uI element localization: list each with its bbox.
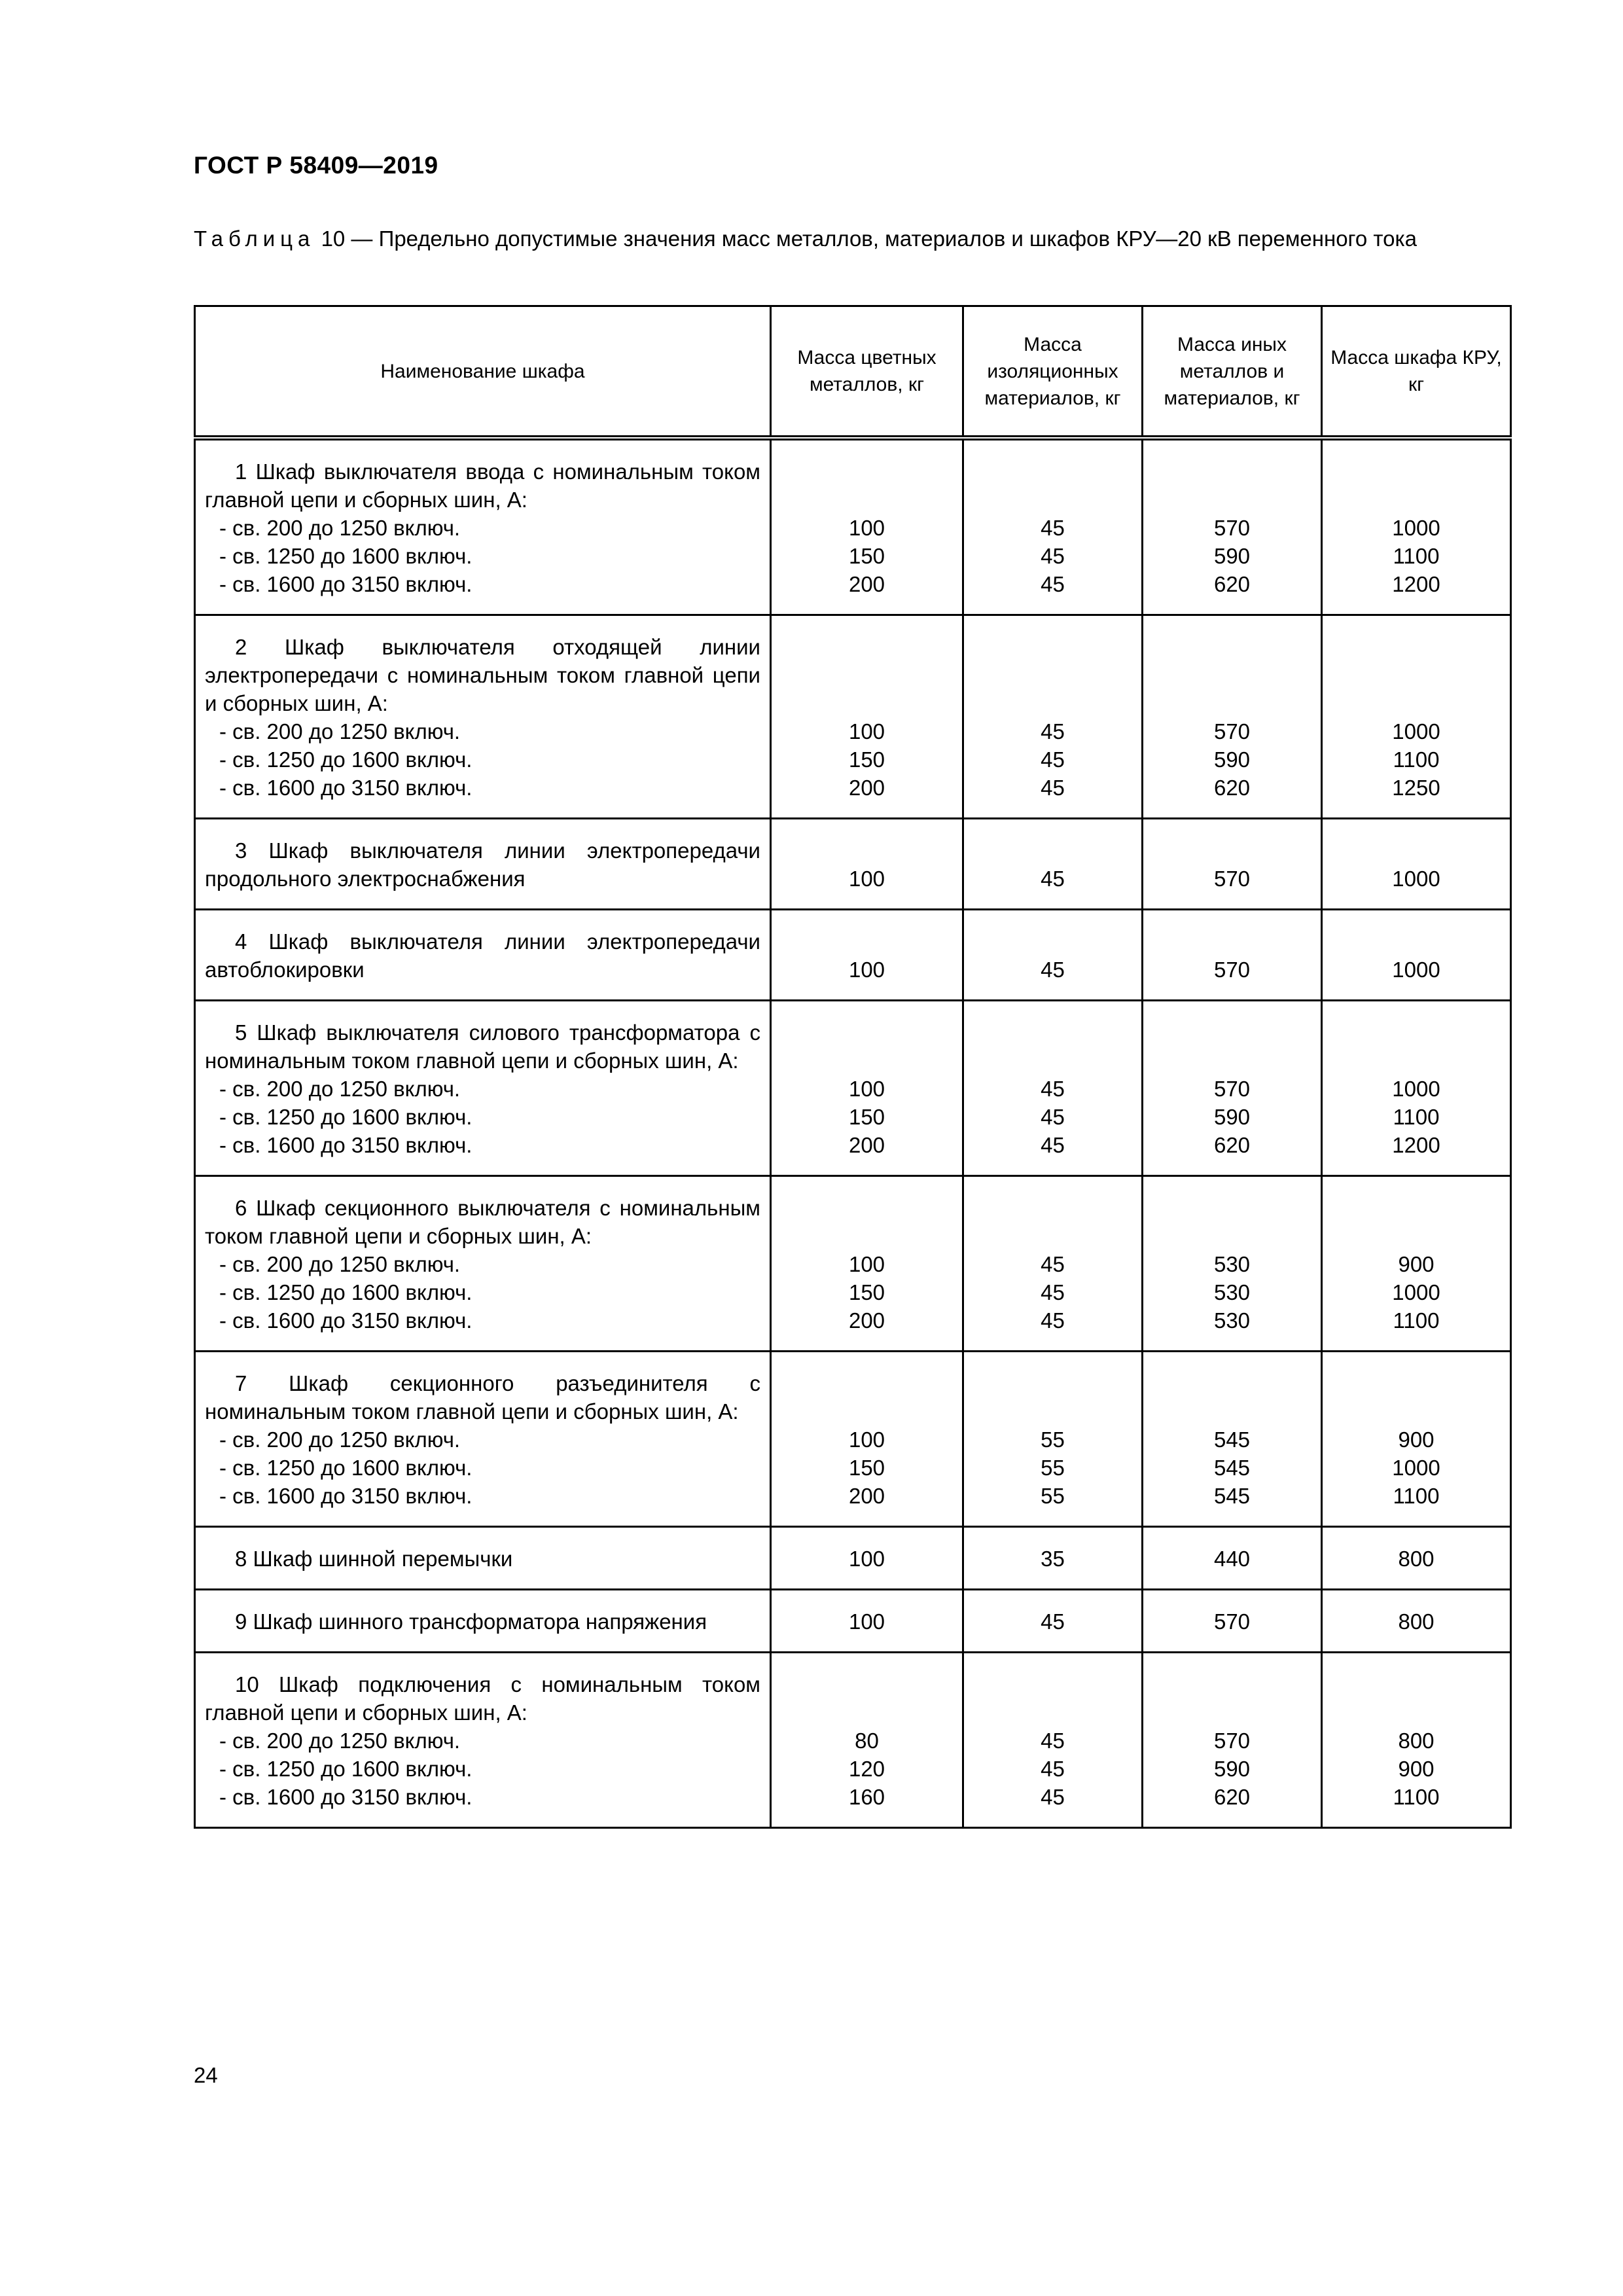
cabinet-title: 1 Шкаф выключателя ввода с номинальным током главной цепи и сборных шин, А:	[205, 459, 760, 512]
mass-value: 570	[1213, 958, 1251, 982]
mass-value: 570	[1213, 516, 1251, 540]
mass-value: 45	[1041, 958, 1065, 982]
cell-spacer	[967, 1369, 1139, 1426]
mass-value: 45	[1041, 1077, 1065, 1101]
nonferrous-cell	[771, 615, 963, 819]
mass-value: 45	[1041, 1105, 1065, 1129]
mass-value: 530	[1213, 1280, 1251, 1304]
mass-value: 1000	[1392, 719, 1440, 744]
mass-value: 570	[1213, 1729, 1251, 1753]
other-cell	[1143, 910, 1322, 1001]
cell-spacer	[1146, 633, 1318, 717]
mass-value: 45	[1041, 747, 1065, 772]
current-range: - св. 200 до 1250 включ.	[219, 516, 461, 540]
mass-value: 100	[848, 867, 885, 891]
mass-value: 620	[1213, 776, 1251, 800]
mass-value: 200	[848, 776, 885, 800]
mass-value: 100	[848, 1427, 885, 1452]
nonferrous-cell	[771, 1176, 963, 1352]
cell-spacer	[1325, 927, 1507, 956]
mass-limits-table	[194, 305, 1512, 1829]
table-row	[195, 1001, 1511, 1176]
mass-value: 45	[1041, 1308, 1065, 1333]
current-range: - св. 1250 до 1600 включ.	[219, 1757, 473, 1781]
table-caption-text: 10 — Предельно допустимые значения масс металлов, материалов и шкафов КРУ—20 кВ переменного тока	[321, 226, 1418, 251]
other-cell	[1143, 1176, 1322, 1352]
table-row	[195, 819, 1511, 910]
cabinet-cell	[1322, 615, 1511, 819]
mass-value: 620	[1213, 1785, 1251, 1809]
insulation-cell	[963, 819, 1143, 910]
cabinet-name-cell	[195, 819, 771, 910]
mass-value: 1100	[1393, 1105, 1440, 1129]
page-number: 24	[194, 2063, 218, 2087]
mass-value: 1250	[1392, 776, 1440, 800]
mass-value: 1000	[1392, 516, 1440, 540]
mass-value: 100	[848, 1077, 885, 1101]
mass-value: 620	[1213, 1133, 1251, 1157]
current-range: - св. 1600 до 3150 включ.	[219, 776, 473, 800]
cabinet-name-cell	[195, 910, 771, 1001]
cell-spacer	[774, 836, 959, 865]
insulation-cell	[963, 910, 1143, 1001]
table-header-row	[195, 306, 1511, 439]
insulation-cell	[963, 1527, 1143, 1590]
table-row	[195, 438, 1511, 615]
nonferrous-cell	[771, 1590, 963, 1653]
mass-value: 1100	[1393, 1785, 1440, 1809]
mass-value: 45	[1041, 516, 1065, 540]
cabinet-name-cell	[195, 1176, 771, 1352]
mass-value: 35	[1041, 1547, 1065, 1571]
mass-value: 620	[1213, 572, 1251, 596]
cell-spacer	[967, 457, 1139, 514]
cabinet-title: 10 Шкаф подключения с номинальным током главной цепи и сборных шин, А:	[205, 1672, 760, 1725]
mass-value: 590	[1213, 1757, 1251, 1781]
current-range: - св. 1600 до 3150 включ.	[219, 1133, 473, 1157]
current-range: - св. 1250 до 1600 включ.	[219, 1280, 473, 1304]
mass-value: 440	[1213, 1547, 1251, 1571]
mass-value: 100	[848, 1252, 885, 1276]
insulation-cell	[963, 438, 1143, 615]
other-cell	[1143, 615, 1322, 819]
cell-spacer	[1325, 457, 1507, 514]
nonferrous-cell	[771, 819, 963, 910]
mass-value: 55	[1041, 1484, 1065, 1508]
mass-value: 45	[1041, 776, 1065, 800]
current-range: - св. 1250 до 1600 включ.	[219, 747, 473, 772]
mass-value: 150	[848, 544, 885, 568]
mass-value: 545	[1213, 1456, 1251, 1480]
cell-spacer	[1325, 1194, 1507, 1250]
mass-value: 45	[1041, 1252, 1065, 1276]
nonferrous-cell	[771, 910, 963, 1001]
mass-value: 1000	[1392, 1456, 1440, 1480]
mass-value: 1100	[1393, 1484, 1440, 1508]
mass-value: 1200	[1392, 572, 1440, 596]
column-header-cabinet: Масса шкафа КРУ, кг	[1322, 306, 1511, 439]
other-cell	[1143, 819, 1322, 910]
current-range: - св. 200 до 1250 включ.	[219, 1077, 461, 1101]
current-range: - св. 1250 до 1600 включ.	[219, 544, 473, 568]
nonferrous-cell	[771, 1653, 963, 1828]
mass-value: 45	[1041, 1133, 1065, 1157]
mass-value: 590	[1213, 747, 1251, 772]
cell-spacer	[967, 927, 1139, 956]
current-range: - св. 1600 до 3150 включ.	[219, 572, 473, 596]
mass-value: 45	[1041, 1757, 1065, 1781]
cell-spacer	[967, 836, 1139, 865]
table-caption	[194, 224, 1516, 253]
mass-value: 45	[1041, 1729, 1065, 1753]
table-row	[195, 1352, 1511, 1527]
mass-value: 200	[848, 1308, 885, 1333]
mass-value: 545	[1213, 1484, 1251, 1508]
other-cell	[1143, 1653, 1322, 1828]
mass-value: 150	[848, 1105, 885, 1129]
nonferrous-cell	[771, 1352, 963, 1527]
cabinet-name-cell	[195, 1653, 771, 1828]
mass-value: 55	[1041, 1427, 1065, 1452]
mass-value: 45	[1041, 867, 1065, 891]
insulation-cell	[963, 1352, 1143, 1527]
current-range: - св. 1600 до 3150 включ.	[219, 1484, 473, 1508]
cell-spacer	[1146, 1670, 1318, 1727]
mass-value: 160	[848, 1785, 885, 1809]
current-range: - св. 1600 до 3150 включ.	[219, 1308, 473, 1333]
current-range: - св. 1250 до 1600 включ.	[219, 1105, 473, 1129]
mass-value: 800	[1398, 1609, 1435, 1634]
cell-spacer	[774, 927, 959, 956]
mass-value: 800	[1398, 1547, 1435, 1571]
cabinet-name-cell	[195, 1001, 771, 1176]
cabinet-cell	[1322, 1653, 1511, 1828]
mass-value: 570	[1213, 867, 1251, 891]
table-row	[195, 1590, 1511, 1653]
cabinet-cell	[1322, 1352, 1511, 1527]
cell-spacer	[967, 1018, 1139, 1075]
cell-spacer	[774, 1369, 959, 1426]
mass-value: 800	[1398, 1729, 1435, 1753]
other-cell	[1143, 1527, 1322, 1590]
cell-spacer	[967, 1670, 1139, 1727]
cell-spacer	[1146, 836, 1318, 865]
mass-value: 1200	[1392, 1133, 1440, 1157]
column-header-name: Наименование шкафа	[195, 306, 771, 439]
cabinet-cell	[1322, 1176, 1511, 1352]
mass-value: 570	[1213, 1609, 1251, 1634]
cabinet-cell	[1322, 1527, 1511, 1590]
cell-spacer	[1146, 1369, 1318, 1426]
other-cell	[1143, 1001, 1322, 1176]
cell-spacer	[774, 633, 959, 717]
mass-value: 100	[848, 516, 885, 540]
insulation-cell	[963, 1653, 1143, 1828]
current-range: - св. 200 до 1250 включ.	[219, 1729, 461, 1753]
mass-value: 100	[848, 1547, 885, 1571]
mass-value: 45	[1041, 1280, 1065, 1304]
cabinet-name-cell	[195, 1352, 771, 1527]
mass-value: 1000	[1392, 867, 1440, 891]
table-row	[195, 615, 1511, 819]
column-header-nonferrous: Масса цветных металлов, кг	[771, 306, 963, 439]
mass-value: 45	[1041, 719, 1065, 744]
insulation-cell	[963, 1590, 1143, 1653]
cell-spacer	[1146, 1194, 1318, 1250]
cabinet-title: 9 Шкаф шинного трансформатора напряжения	[235, 1609, 707, 1634]
mass-value: 570	[1213, 719, 1251, 744]
cabinet-cell	[1322, 438, 1511, 615]
nonferrous-cell	[771, 1527, 963, 1590]
other-cell	[1143, 1352, 1322, 1527]
cabinet-title: 2 Шкаф выключателя отходящей линии электропередачи с номинальным током главной цепи и сборных шин, А:	[205, 635, 760, 715]
cell-spacer	[1146, 927, 1318, 956]
current-range: - св. 1250 до 1600 включ.	[219, 1456, 473, 1480]
mass-value: 570	[1213, 1077, 1251, 1101]
mass-value: 120	[848, 1757, 885, 1781]
current-range: - св. 200 до 1250 включ.	[219, 719, 461, 744]
cell-spacer	[774, 1018, 959, 1075]
cabinet-title: 6 Шкаф секционного выключателя с номинальным током главной цепи и сборных шин, А:	[205, 1196, 760, 1248]
cell-spacer	[967, 1194, 1139, 1250]
cabinet-title: 4 Шкаф выключателя линии электропередачи автоблокировки	[205, 929, 760, 982]
mass-value: 200	[848, 1484, 885, 1508]
cabinet-name-cell	[195, 615, 771, 819]
mass-value: 1100	[1393, 544, 1440, 568]
other-cell	[1143, 438, 1322, 615]
cell-spacer	[1146, 457, 1318, 514]
table-row	[195, 1176, 1511, 1352]
mass-value: 45	[1041, 572, 1065, 596]
current-range: - св. 1600 до 3150 включ.	[219, 1785, 473, 1809]
mass-value: 80	[855, 1729, 879, 1753]
mass-value: 150	[848, 1280, 885, 1304]
mass-value: 100	[848, 1609, 885, 1634]
mass-value: 590	[1213, 1105, 1251, 1129]
column-header-other: Масса иных металлов и материалов, кг	[1143, 306, 1322, 439]
nonferrous-cell	[771, 1001, 963, 1176]
document-header: ГОСТ Р 58409—2019	[194, 152, 438, 179]
cell-spacer	[1325, 1369, 1507, 1426]
table-row	[195, 1653, 1511, 1828]
cell-spacer	[774, 1670, 959, 1727]
cell-spacer	[1325, 633, 1507, 717]
current-range: - св. 200 до 1250 включ.	[219, 1427, 461, 1452]
cell-spacer	[967, 633, 1139, 717]
cabinet-name-cell	[195, 438, 771, 615]
cell-spacer	[1325, 1670, 1507, 1727]
current-range: - св. 200 до 1250 включ.	[219, 1252, 461, 1276]
mass-value: 150	[848, 747, 885, 772]
mass-value: 900	[1398, 1252, 1435, 1276]
cabinet-title: 5 Шкаф выключателя силового трансформатора с номинальным током главной цепи и сборных шин, А:	[205, 1020, 760, 1073]
nonferrous-cell	[771, 438, 963, 615]
cell-spacer	[774, 457, 959, 514]
cell-spacer	[1146, 1018, 1318, 1075]
cell-spacer	[774, 1194, 959, 1250]
insulation-cell	[963, 1001, 1143, 1176]
cabinet-title: 3 Шкаф выключателя линии электропередачи продольного электроснабжения	[205, 838, 760, 891]
mass-value: 900	[1398, 1757, 1435, 1781]
cabinet-cell	[1322, 819, 1511, 910]
cabinet-cell	[1322, 910, 1511, 1001]
mass-value: 200	[848, 572, 885, 596]
mass-value: 45	[1041, 1609, 1065, 1634]
mass-value: 530	[1213, 1308, 1251, 1333]
mass-value: 1100	[1393, 1308, 1440, 1333]
mass-value: 1000	[1392, 1280, 1440, 1304]
mass-value: 545	[1213, 1427, 1251, 1452]
cabinet-name-cell	[195, 1590, 771, 1653]
mass-value: 1000	[1392, 958, 1440, 982]
mass-value: 150	[848, 1456, 885, 1480]
table-caption-label: Таблица	[194, 226, 315, 251]
mass-value: 45	[1041, 1785, 1065, 1809]
table-row	[195, 910, 1511, 1001]
cabinet-title: 8 Шкаф шинной перемычки	[235, 1547, 513, 1571]
mass-value: 900	[1398, 1427, 1435, 1452]
mass-value: 100	[848, 958, 885, 982]
mass-value: 200	[848, 1133, 885, 1157]
insulation-cell	[963, 615, 1143, 819]
column-header-insulation: Масса изоляционных материалов, кг	[963, 306, 1143, 439]
mass-value: 45	[1041, 544, 1065, 568]
mass-value: 100	[848, 719, 885, 744]
mass-value: 1000	[1392, 1077, 1440, 1101]
cell-spacer	[1325, 1018, 1507, 1075]
cabinet-title: 7 Шкаф секционного разъединителя с номинальным током главной цепи и сборных шин, А:	[205, 1371, 760, 1424]
mass-value: 1100	[1393, 747, 1440, 772]
mass-value: 55	[1041, 1456, 1065, 1480]
other-cell	[1143, 1590, 1322, 1653]
cell-spacer	[1325, 836, 1507, 865]
mass-value: 530	[1213, 1252, 1251, 1276]
cabinet-cell	[1322, 1590, 1511, 1653]
table-row	[195, 1527, 1511, 1590]
mass-value: 590	[1213, 544, 1251, 568]
insulation-cell	[963, 1176, 1143, 1352]
cabinet-cell	[1322, 1001, 1511, 1176]
cabinet-name-cell	[195, 1527, 771, 1590]
